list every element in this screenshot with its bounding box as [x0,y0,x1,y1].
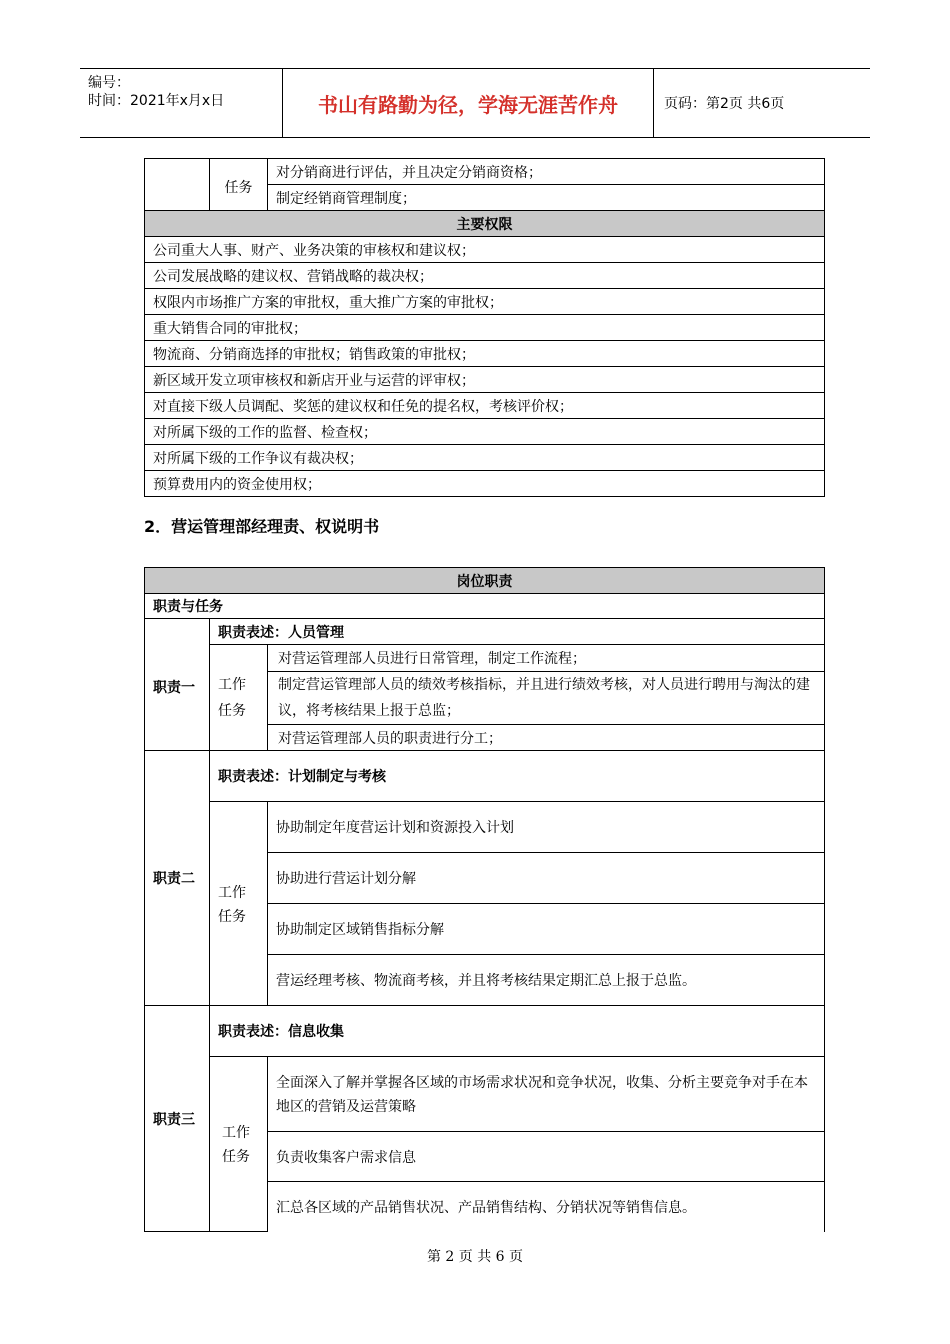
table-row [145,445,825,471]
date-label: 时间：2021年x月x日 [88,93,225,109]
task-item: 全面深入了解并掌握各区域的市场需求状况和竞争状况，收集、分析主要竞争对手在本地区的营销及运营策略 [268,1057,825,1132]
work-task-label: 工作任务 [210,802,268,1006]
work-task-label: 工作任务 [210,645,268,751]
table-row [145,1057,825,1132]
duty-label: 职责一 [145,619,210,751]
page-footer: 第 2 页 共 6 页 [426,1249,524,1265]
task-item: 协助制定年度营运计划和资源投入计划 [268,802,825,853]
header-motto: 书山有路勤为径，学海无涯苦作舟 [283,69,654,137]
table-row [145,1006,825,1057]
header-page-info: 页码：第2页 共6页 [664,96,785,112]
authority-item: 新区域开发立项审核权和新店开业与运营的评审权； [145,367,825,393]
section-title: 2．营运管理部经理责、权说明书 [144,517,380,536]
authority-item: 对直接下级人员调配、奖惩的建议权和任免的提名权，考核评价权； [145,393,825,419]
authority-item: 对所属下级的工作的监督、检查权； [145,419,825,445]
authority-item: 对所属下级的工作争议有裁决权； [145,445,825,471]
duty-desc: 职责表述：计划制定与考核 [210,751,825,802]
table-row [145,367,825,393]
table-row [145,419,825,445]
task-item: 对营运管理部人员进行日常管理，制定工作流程； [268,645,825,672]
task-item: 营运经理考核、物流商考核，并且将考核结果定期汇总上报于总监。 [268,955,825,1006]
task-item: 协助制定区域销售指标分解 [268,904,825,955]
authority-item: 重大销售合同的审批权； [145,315,825,341]
authority-item: 权限内市场推广方案的审批权，重大推广方案的审批权； [145,289,825,315]
task-item: 协助进行营运计划分解 [268,853,825,904]
authority-title: 主要权限 [145,211,825,237]
empty-cell [145,159,210,211]
task-item: 对分销商进行评估，并且决定分销商资格； [268,159,825,185]
header-meta [80,69,283,137]
task-item: 负责收集客户需求信息 [268,1132,825,1182]
table-row [145,289,825,315]
table-row [145,619,825,645]
authority-item: 公司重大人事、财产、业务决策的审核权和建议权； [145,237,825,263]
duty-label: 职责三 [145,1006,210,1232]
duty-table-title: 岗位职责 [145,568,825,594]
task-item: 对营运管理部人员的职责进行分工； [268,725,825,751]
table-row [145,802,825,853]
duty-table [144,567,825,1232]
authority-item: 物流商、分销商选择的审批权；销售政策的审批权； [145,341,825,367]
work-task-label: 工作任务 [210,1057,268,1232]
table-row [145,645,825,672]
duty-desc: 职责表述：人员管理 [210,619,825,645]
table-row [145,237,825,263]
table-row [145,159,825,185]
table-row [145,568,825,594]
number-label: 编号： [88,75,130,91]
authority-item: 预算费用内的资金使用权； [145,471,825,497]
table-row [145,471,825,497]
table-row [145,315,825,341]
task-item: 汇总各区域的产品销售状况、产品销售结构、分销状况等销售信息。 [268,1182,825,1232]
table-row [145,393,825,419]
authority-item: 公司发展战略的建议权、营销战略的裁决权； [145,263,825,289]
table-row [145,263,825,289]
table-row [145,594,825,619]
authority-table [144,158,825,497]
table-row [145,751,825,802]
task-item: 制定经销商管理制度； [268,185,825,211]
duty-table-subtitle: 职责与任务 [145,594,825,619]
page-header [80,68,870,138]
duty-desc: 职责表述：信息收集 [210,1006,825,1057]
task-label: 任务 [210,159,268,211]
table-row [145,211,825,237]
duty-label: 职责二 [145,751,210,1006]
table-row [145,341,825,367]
task-item: 制定营运管理部人员的绩效考核指标，并且进行绩效考核，对人员进行聘用与淘汰的建议，将考核结果上报于总监； [268,672,825,725]
